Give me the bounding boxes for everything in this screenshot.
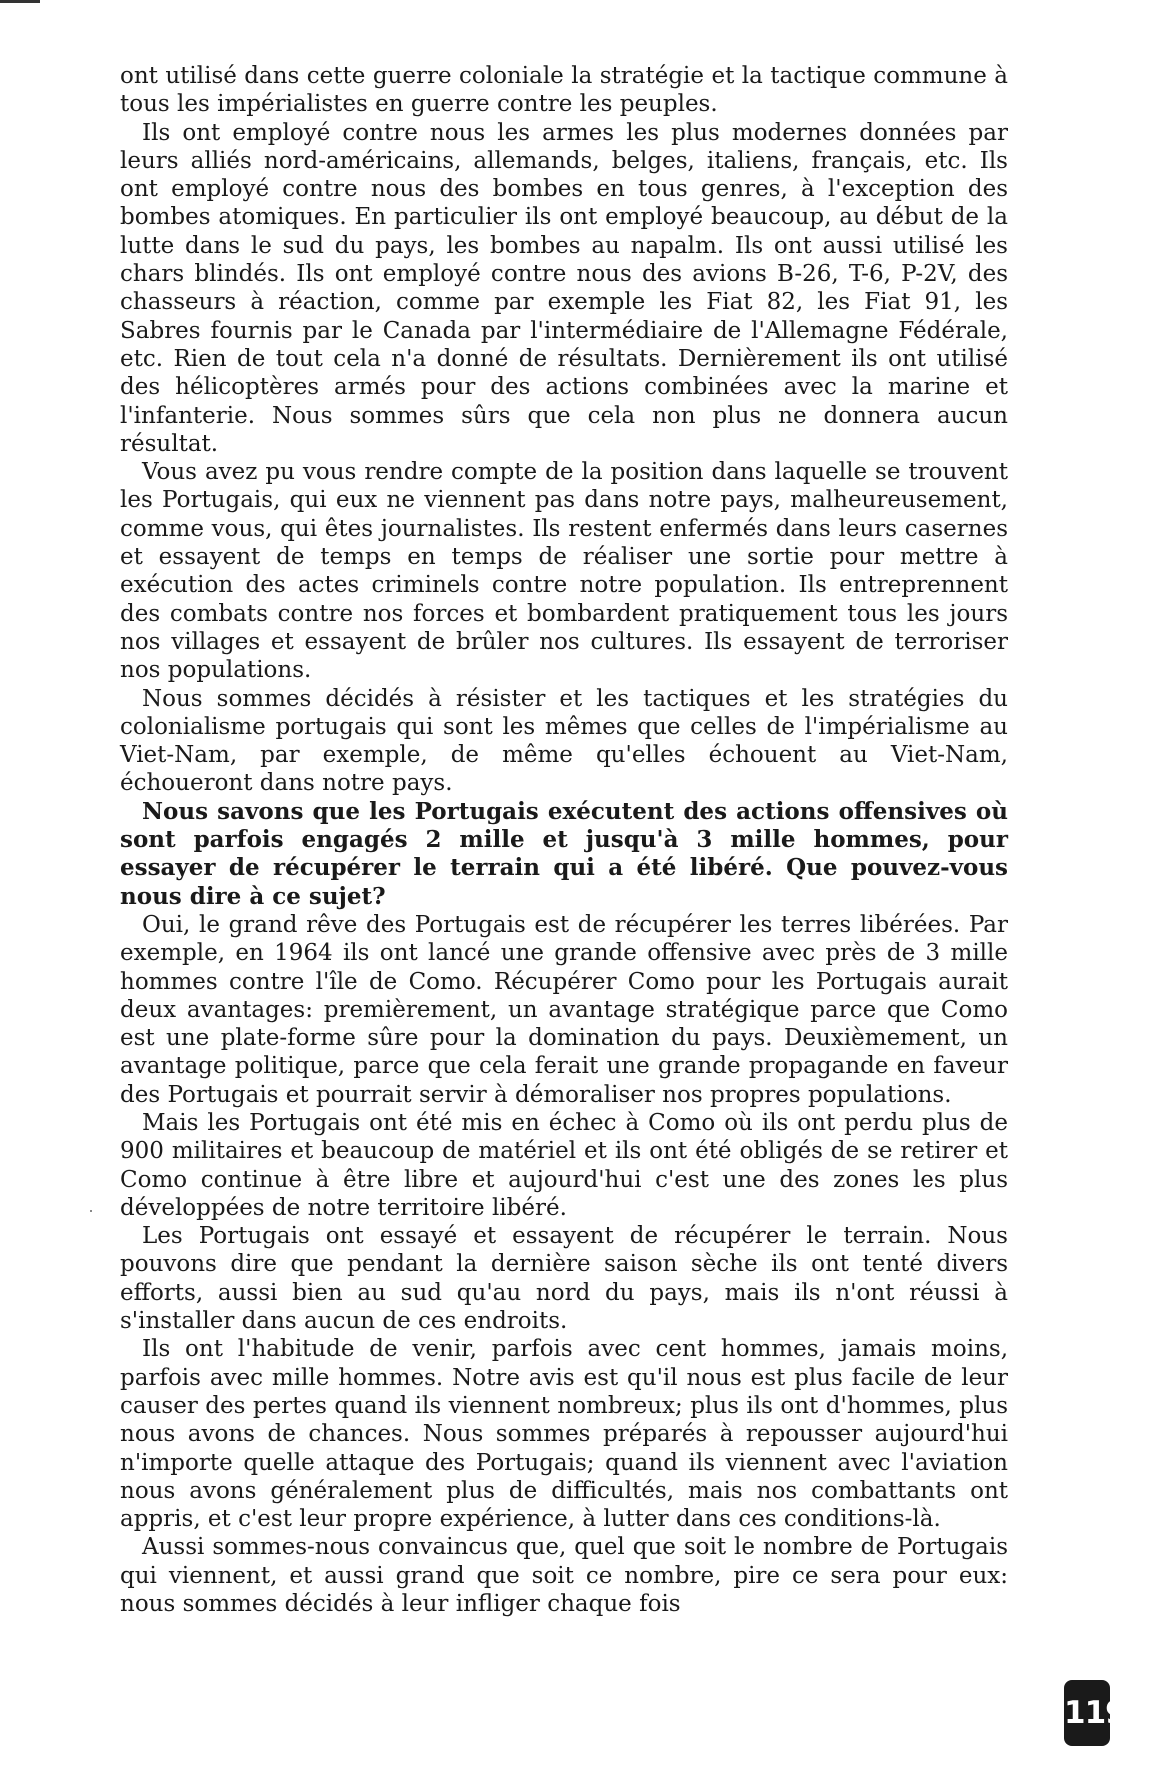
paragraph-8: Les Portugais ont essayé et essayent de récupérer le terrain. Nous pouvons dire que pendant la dernière saison sèche ils ont tenté divers efforts, aussi bien au sud qu'au nord du pays, mais ils n'ont réussi à s'installer dans aucun de ces endroits. — [120, 1223, 1008, 1335]
scan-corner-mark — [0, 0, 40, 3]
interview-question: Nous savons que les Portugais exécutent des actions offensives où sont parfois engagés 2 mille et jusqu'à 3 mille hommes, pour essayer de récupérer le terrain qui a été libéré. Que pouvez-vous nous dire à ce sujet? — [120, 797, 1008, 910]
paragraph-3: Vous avez pu vous rendre compte de la position dans laquelle se trouvent les Portugais, qui eux ne viennent pas dans notre pays, malheureusement, comme vous, qui êtes journalistes. Ils restent enfermés dans leurs casernes et essayent de temps en temps de réaliser une sortie pour mettre à exécution des actes criminels contre notre population. Ils entreprennent des combats contre nos forces et bombardent pratiquement tous les jours nos villages et essayent de brûler nos cultures. Ils essayent de terroriser nos populations. — [120, 459, 1008, 684]
scan-margin-speck — [90, 1210, 92, 1212]
paragraph-7: Mais les Portugais ont été mis en échec à Como où ils ont perdu plus de 900 militaires et beaucoup de matériel et ils ont été obligés de se retirer et Como continue à être libre et aujourd'hui c'est une des zones les plus développées de notre territoire libéré. — [120, 1109, 1008, 1221]
paragraph-10: Aussi sommes-nous convaincus que, quel que soit le nombre de Portugais qui viennent, et aussi grand que soit ce nombre, pire ce sera pour eux: nous sommes décidés à leur infliger chaque fois — [120, 1534, 1008, 1618]
paragraph-2: Ils ont employé contre nous les armes les plus modernes données par leurs alliés nord-américains, allemands, belges, italiens, français, etc. Ils ont employé contre nous des bombes en tous genres, à l'exception des bombes atomiques. En particulier ils ont employé beaucoup, au début de la lutte dans le sud du pays, les bombes au napalm. Ils ont aussi utilisé les chars blindés. Ils ont employé contre nous des avions B-26, T-6, P-2V, des chasseurs à réaction, comme par exemple les Fiat 82, les Fiat 91, les Sabres fournis par le Canada par l'intermédiaire de l'Allemagne Fédérale, etc. Rien de tout cela n'a donné de résultats. Dernièrement ils ont utilisé des hélicoptères armés pour des actions combinées avec la marine et l'infanterie. Nous sommes sûrs que cela non plus ne donnera aucun résultat. — [120, 119, 1008, 457]
page-number-badge: 119 — [1064, 1680, 1110, 1746]
paragraph-9: Ils ont l'habitude de venir, parfois avec cent hommes, jamais moins, parfois avec mille hommes. Notre avis est qu'il nous est plus facile de leur causer des pertes quand ils viennent nombreux; plus ils ont d'hommes, plus nous avons de chances. Nous sommes préparés à repousser aujourd'hui n'importe quelle attaque des Portugais; quand ils viennent avec l'aviation nous avons généralement plus de difficultés, mais nos combattants ont appris, et c'est leur propre expérience, à lutter dans ces conditions-là. — [120, 1336, 1008, 1533]
paragraph-1: ont utilisé dans cette guerre coloniale la stratégie et la tactique commune à tous les impérialistes en guerre contre les peuples. — [120, 63, 1008, 118]
paragraph-6: Oui, le grand rêve des Portugais est de récupérer les terres libérées. Par exemple, en 1964 ils ont lancé une grande offensive avec près de 3 mille hommes contre l'île de Como. Récupérer Como pour les Portugais aurait deux avantages: premièrement, un avantage stratégique parce que Como est une plate-forme sûre pour la domination du pays. Deuxièmement, un avantage politique, parce que cela ferait une grande propagande en faveur des Portugais et pourrait servir à démoraliser nos propres populations. — [120, 911, 1008, 1108]
page-body — [120, 62, 1008, 1618]
paragraph-4: Nous sommes décidés à résister et les tactiques et les stratégies du colonialisme portugais qui sont les mêmes que celles de l'impérialisme au Viet-Nam, par exemple, de même qu'elles échouent au Viet-Nam, échoueront dans notre pays. — [120, 685, 1008, 797]
